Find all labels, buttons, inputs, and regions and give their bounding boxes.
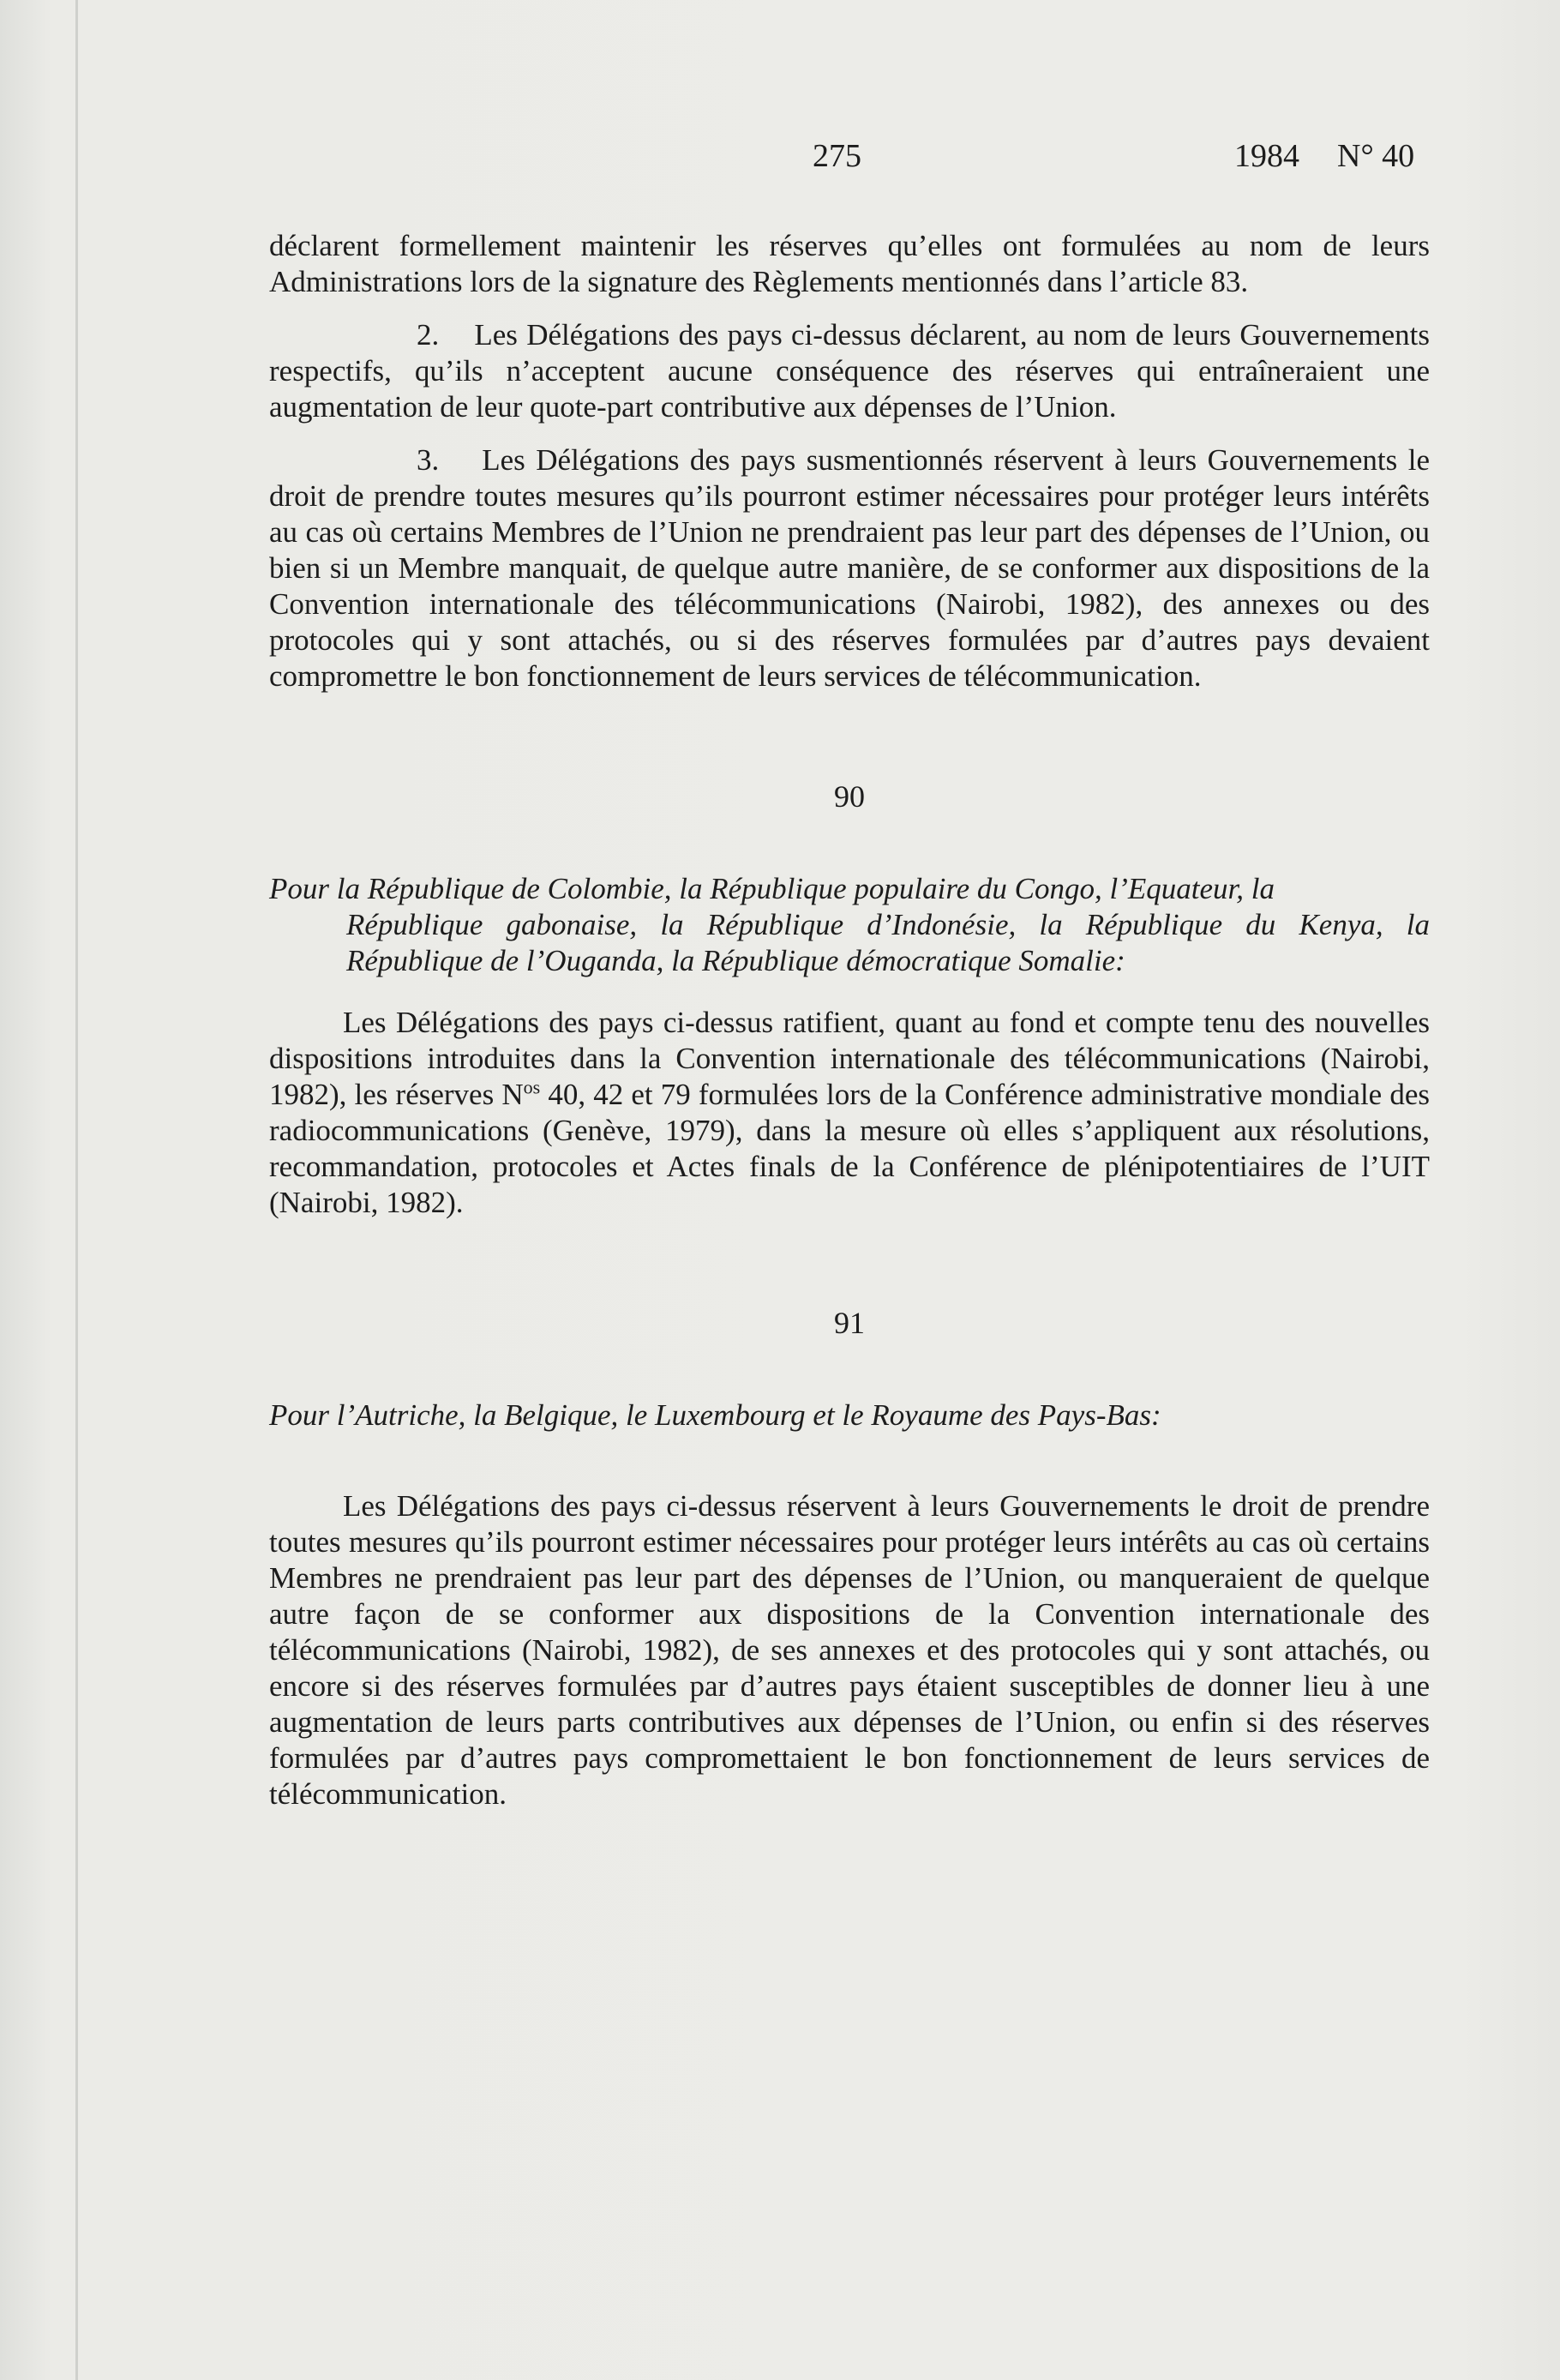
section-90-body: [269, 1005, 1430, 1221]
section-91-heading: Pour l’Autriche, la Belgique, le Luxembourg et le Royaume des Pays-Bas:: [269, 1398, 1161, 1432]
paragraph-text: Les Délégations des pays susmentionnés réservent à leurs Gouvernements le droit de prendre toutes mesures qu’ils pourront estimer nécessaires pour protéger leurs intérêts au cas où certains Membres de l’Union ne prendraient pas leur part des dépenses de l’Union, ou bien si un Membre manquait, de quelque autre manière, de se conformer aux dispositions de la Convention internationale des télécommunications (Nairobi, 1982), des annexes ou des protocoles qui y sont attachés, ou si des réserves formulées par d’autres pays devaient compromettre le bon fonctionnement de leurs services de télécommunication.: [269, 443, 1430, 693]
section-number-91: 91: [834, 1306, 865, 1340]
page-body: [269, 228, 1430, 1812]
page-number: 275: [813, 138, 861, 174]
page-header: [0, 137, 1560, 189]
body-text: 40, 42 et 79 formulées lors de la Conférence administrative mondiale des radiocommunications (Genève, 1979), dans la mesure où elles s’appliquent aux résolutions, recommandation, protocoles et Actes finals de la Conférence de plénipotentiaires de l’UIT (Nairobi, 1982).: [269, 1078, 1431, 1219]
section-number-90: 90: [834, 779, 865, 814]
heading-line: République gabonaise, la République d’Indonésie, la République du Kenya, la République de l’Ouganda, la République démocratique Somalie:: [346, 908, 1430, 977]
paragraph-2: [269, 317, 1430, 425]
paragraph-number: 3.: [417, 443, 440, 477]
document-number: N° 40: [1337, 138, 1415, 174]
binding-edge: [75, 0, 78, 2380]
document-reference: [1234, 137, 1414, 175]
body-text: Les Délégations des pays ci-dessus ratifient, quant au fond et compte tenu des nouvelles dispositions introduites dans la Convention internationale des télécommunications (Nairobi, 1982), les réserves N: [269, 1006, 1430, 1111]
paragraph-text: Les Délégations des pays ci-dessus déclarent, au nom de leurs Gouvernements respectifs, qu’ils n’acceptent aucune conséquence des réserves qui entraîneraient une augmentation de leur quote-part contributive aux dépenses de l’Union.: [269, 318, 1430, 424]
paragraph-3: [269, 442, 1430, 694]
superscript: os: [523, 1076, 541, 1098]
paragraph-continuation: déclarent formellement maintenir les réserves qu’elles ont formulées au nom de leurs Administrations lors de la signature des Règlements mentionnés dans l’article 83.: [269, 229, 1430, 298]
section-91-body: Les Délégations des pays ci-dessus réservent à leurs Gouvernements le droit de prendre toutes mesures qu’ils pourront estimer nécessaires pour protéger leurs intérêts au cas où certains Membres ne prendraient pas leur part des dépenses de l’Union, ou manqueraient de quelque autre façon de se conformer aux dispositions de la Convention internationale des télécommunications (Nairobi, 1982), de ses annexes et des protocoles qui y sont attachés, ou encore si des réserves formulées par d’autres pays étaient susceptibles de donner lieu à une augmentation de leurs parts contributives aux dépenses de l’Union, ou enfin si des réserves formulées par d’autres pays compromettaient le bon fonctionnement de leurs services de télécommunication.: [269, 1489, 1430, 1811]
heading-line: Pour la République de Colombie, la République populaire du Congo, l’Equateur, la: [269, 872, 1275, 905]
section-90-heading: [269, 871, 1430, 979]
document-year: 1984: [1234, 138, 1299, 174]
paragraph-number: 2.: [417, 318, 440, 352]
